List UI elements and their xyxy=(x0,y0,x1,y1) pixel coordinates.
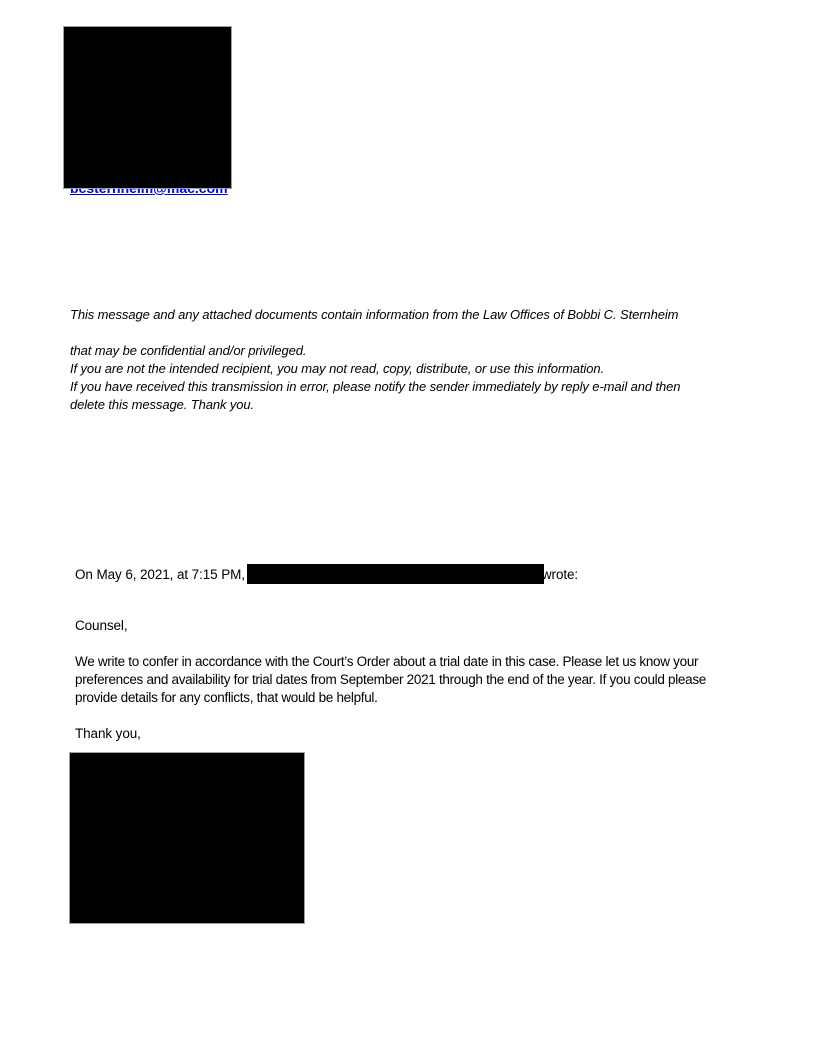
text-line: We write to confer in accordance with the Court’s Order about a trial date in this case. Please let us know your xyxy=(75,654,699,669)
text-line: If you have received this transmission in error, please notify the sender immediately by reply e-mail and then xyxy=(70,379,681,394)
closing: Thank you, xyxy=(75,726,141,741)
redaction-box-top xyxy=(63,26,232,189)
redaction-box-signature xyxy=(69,752,305,924)
text-line: provide details for any conflicts, that would be helpful. xyxy=(75,690,378,705)
text-line: This message and any attached documents contain information from the Law Offices of Bobbi C. Sternheim xyxy=(70,307,679,322)
quote-attribution-suffix: wrote: xyxy=(541,567,579,582)
text-line xyxy=(70,324,680,342)
text-line: If you are not the intended recipient, you may not read, copy, distribute, or use this information. xyxy=(70,361,604,376)
text-line: delete this message. Thank you. xyxy=(70,397,255,412)
quote-attribution-line xyxy=(75,564,578,584)
message-body xyxy=(75,653,706,707)
redaction-bar-sender xyxy=(247,564,544,584)
text-line: preferences and availability for trial dates from September 2021 through the end of the year. If you could please xyxy=(75,672,707,687)
text-line: that may be confidential and/or privileged. xyxy=(70,343,307,358)
confidentiality-disclaimer xyxy=(70,306,680,414)
salutation: Counsel, xyxy=(75,618,128,633)
quote-attribution-prefix: On May 6, 2021, at 7:15 PM, xyxy=(75,567,245,582)
